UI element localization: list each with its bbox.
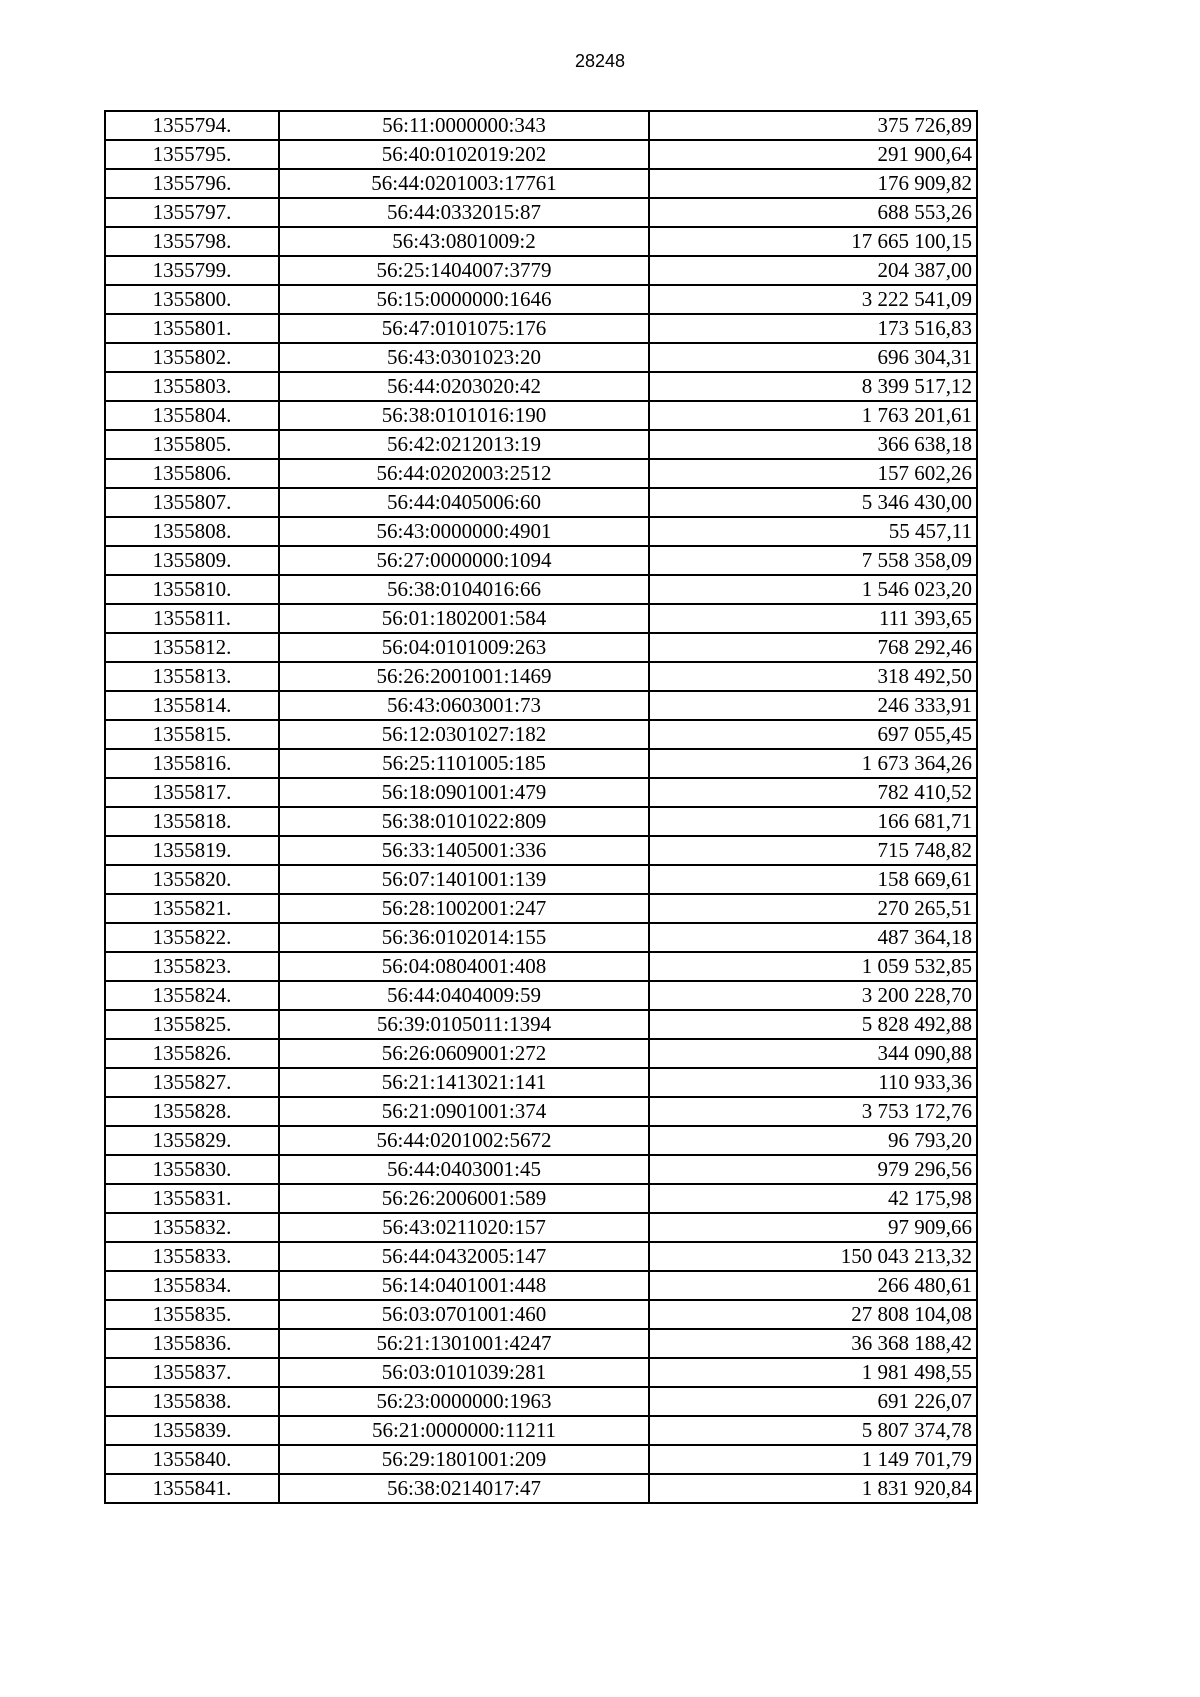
cadastral-value-cell: 96 793,20 [649,1126,977,1155]
table-row [105,1155,977,1184]
row-number-cell: 1355838. [105,1387,279,1416]
row-number-cell: 1355816. [105,749,279,778]
row-number-cell: 1355798. [105,227,279,256]
row-number-cell: 1355836. [105,1329,279,1358]
cadastral-number-cell: 56:40:0102019:202 [279,140,649,169]
row-number-cell: 1355828. [105,1097,279,1126]
table-row [105,807,977,836]
cadastral-number-cell: 56:36:0102014:155 [279,923,649,952]
cadastral-number-cell: 56:12:0301027:182 [279,720,649,749]
table-row [105,111,977,140]
cadastral-number-cell: 56:14:0401001:448 [279,1271,649,1300]
table-row [105,749,977,778]
row-number-cell: 1355796. [105,169,279,198]
row-number-cell: 1355819. [105,836,279,865]
cadastral-value-cell: 1 546 023,20 [649,575,977,604]
row-number-cell: 1355795. [105,140,279,169]
cadastral-value-cell: 691 226,07 [649,1387,977,1416]
row-number-cell: 1355817. [105,778,279,807]
cadastral-value-cell: 1 981 498,55 [649,1358,977,1387]
row-number-cell: 1355815. [105,720,279,749]
table-row [105,691,977,720]
table-row [105,1039,977,1068]
table-row [105,952,977,981]
row-number-cell: 1355824. [105,981,279,1010]
cadastral-number-cell: 56:44:0405006:60 [279,488,649,517]
row-number-cell: 1355826. [105,1039,279,1068]
cadastral-number-cell: 56:38:0214017:47 [279,1474,649,1503]
cadastral-number-cell: 56:38:0101022:809 [279,807,649,836]
cadastral-number-cell: 56:38:0101016:190 [279,401,649,430]
cadastral-number-cell: 56:23:0000000:1963 [279,1387,649,1416]
cadastral-value-cell: 1 673 364,26 [649,749,977,778]
table-row [105,343,977,372]
cadastral-number-cell: 56:21:0901001:374 [279,1097,649,1126]
cadastral-value-cell: 318 492,50 [649,662,977,691]
table-row [105,169,977,198]
cadastral-value-cell: 715 748,82 [649,836,977,865]
cadastral-value-cell: 42 175,98 [649,1184,977,1213]
row-number-cell: 1355810. [105,575,279,604]
cadastral-value-cell: 5 346 430,00 [649,488,977,517]
cadastral-value-table [104,110,978,1504]
row-number-cell: 1355829. [105,1126,279,1155]
table-row [105,430,977,459]
cadastral-value-cell: 366 638,18 [649,430,977,459]
cadastral-value-cell: 166 681,71 [649,807,977,836]
table-row [105,865,977,894]
cadastral-number-cell: 56:21:1301001:4247 [279,1329,649,1358]
cadastral-number-cell: 56:26:0609001:272 [279,1039,649,1068]
cadastral-value-cell: 270 265,51 [649,894,977,923]
row-number-cell: 1355827. [105,1068,279,1097]
cadastral-number-cell: 56:43:0301023:20 [279,343,649,372]
row-number-cell: 1355841. [105,1474,279,1503]
table-row [105,1126,977,1155]
row-number-cell: 1355807. [105,488,279,517]
cadastral-value-cell: 204 387,00 [649,256,977,285]
row-number-cell: 1355822. [105,923,279,952]
cadastral-value-cell: 344 090,88 [649,1039,977,1068]
cadastral-number-cell: 56:25:1101005:185 [279,749,649,778]
row-number-cell: 1355840. [105,1445,279,1474]
row-number-cell: 1355832. [105,1213,279,1242]
cadastral-value-cell: 1 831 920,84 [649,1474,977,1503]
cadastral-value-cell: 3 753 172,76 [649,1097,977,1126]
cadastral-value-cell: 55 457,11 [649,517,977,546]
page-number: 28248 [574,51,626,71]
cadastral-value-cell: 5 807 374,78 [649,1416,977,1445]
cadastral-value-cell: 768 292,46 [649,633,977,662]
cadastral-value-cell: 375 726,89 [649,111,977,140]
row-number-cell: 1355809. [105,546,279,575]
cadastral-value-cell: 1 149 701,79 [649,1445,977,1474]
cadastral-value-cell: 176 909,82 [649,169,977,198]
cadastral-number-cell: 56:44:0203020:42 [279,372,649,401]
table-row [105,981,977,1010]
cadastral-number-cell: 56:44:0403001:45 [279,1155,649,1184]
table-row [105,517,977,546]
row-number-cell: 1355805. [105,430,279,459]
cadastral-value-cell: 782 410,52 [649,778,977,807]
cadastral-number-cell: 56:29:1801001:209 [279,1445,649,1474]
row-number-cell: 1355806. [105,459,279,488]
table-row [105,1329,977,1358]
row-number-cell: 1355808. [105,517,279,546]
table-row [105,604,977,633]
row-number-cell: 1355820. [105,865,279,894]
row-number-cell: 1355800. [105,285,279,314]
cadastral-number-cell: 56:26:2006001:589 [279,1184,649,1213]
table-row [105,1416,977,1445]
cadastral-number-cell: 56:43:0603001:73 [279,691,649,720]
cadastral-number-cell: 56:03:0101039:281 [279,1358,649,1387]
row-number-cell: 1355811. [105,604,279,633]
table-row [105,285,977,314]
table-row [105,314,977,343]
cadastral-number-cell: 56:39:0105011:1394 [279,1010,649,1039]
table-row [105,1358,977,1387]
cadastral-value-cell: 979 296,56 [649,1155,977,1184]
cadastral-value-cell: 1 059 532,85 [649,952,977,981]
cadastral-number-cell: 56:04:0804001:408 [279,952,649,981]
table-row [105,546,977,575]
cadastral-number-cell: 56:44:0432005:147 [279,1242,649,1271]
cadastral-value-cell: 3 200 228,70 [649,981,977,1010]
row-number-cell: 1355831. [105,1184,279,1213]
cadastral-number-cell: 56:44:0404009:59 [279,981,649,1010]
cadastral-number-cell: 56:18:0901001:479 [279,778,649,807]
row-number-cell: 1355821. [105,894,279,923]
cadastral-value-cell: 5 828 492,88 [649,1010,977,1039]
cadastral-number-cell: 56:44:0201002:5672 [279,1126,649,1155]
cadastral-number-cell: 56:44:0201003:17761 [279,169,649,198]
cadastral-number-cell: 56:43:0000000:4901 [279,517,649,546]
cadastral-value-cell: 697 055,45 [649,720,977,749]
cadastral-value-cell: 36 368 188,42 [649,1329,977,1358]
table-row [105,1242,977,1271]
table-body [105,111,977,1503]
cadastral-number-cell: 56:28:1002001:247 [279,894,649,923]
table-row [105,575,977,604]
cadastral-value-cell: 157 602,26 [649,459,977,488]
cadastral-number-cell: 56:42:0212013:19 [279,430,649,459]
table-row [105,633,977,662]
cadastral-value-cell: 97 909,66 [649,1213,977,1242]
cadastral-number-cell: 56:03:0701001:460 [279,1300,649,1329]
cadastral-number-cell: 56:47:0101075:176 [279,314,649,343]
cadastral-value-cell: 246 333,91 [649,691,977,720]
row-number-cell: 1355799. [105,256,279,285]
row-number-cell: 1355818. [105,807,279,836]
cadastral-value-cell: 111 393,65 [649,604,977,633]
table-row [105,198,977,227]
table-row [105,140,977,169]
table-row [105,488,977,517]
row-number-cell: 1355794. [105,111,279,140]
cadastral-number-cell: 56:21:1413021:141 [279,1068,649,1097]
table-row [105,662,977,691]
table-row [105,372,977,401]
cadastral-number-cell: 56:43:0801009:2 [279,227,649,256]
row-number-cell: 1355797. [105,198,279,227]
row-number-cell: 1355812. [105,633,279,662]
table-row [105,1474,977,1503]
cadastral-number-cell: 56:11:0000000:343 [279,111,649,140]
cadastral-number-cell: 56:38:0104016:66 [279,575,649,604]
table-row [105,227,977,256]
row-number-cell: 1355839. [105,1416,279,1445]
cadastral-value-cell: 487 364,18 [649,923,977,952]
row-number-cell: 1355814. [105,691,279,720]
cadastral-value-cell: 150 043 213,32 [649,1242,977,1271]
row-number-cell: 1355801. [105,314,279,343]
cadastral-value-cell: 1 763 201,61 [649,401,977,430]
cadastral-value-cell: 110 933,36 [649,1068,977,1097]
cadastral-value-cell: 158 669,61 [649,865,977,894]
cadastral-number-cell: 56:15:0000000:1646 [279,285,649,314]
cadastral-value-cell: 7 558 358,09 [649,546,977,575]
row-number-cell: 1355803. [105,372,279,401]
row-number-cell: 1355833. [105,1242,279,1271]
table-row [105,1300,977,1329]
row-number-cell: 1355837. [105,1358,279,1387]
row-number-cell: 1355825. [105,1010,279,1039]
table-row [105,256,977,285]
cadastral-number-cell: 56:04:0101009:263 [279,633,649,662]
cadastral-number-cell: 56:33:1405001:336 [279,836,649,865]
cadastral-value-cell: 291 900,64 [649,140,977,169]
cadastral-value-cell: 696 304,31 [649,343,977,372]
cadastral-value-cell: 3 222 541,09 [649,285,977,314]
cadastral-value-cell: 173 516,83 [649,314,977,343]
table-row [105,1445,977,1474]
table-row [105,1184,977,1213]
cadastral-number-cell: 56:27:0000000:1094 [279,546,649,575]
table-row [105,836,977,865]
table-row [105,894,977,923]
table-row [105,778,977,807]
cadastral-number-cell: 56:26:2001001:1469 [279,662,649,691]
cadastral-number-cell: 56:25:1404007:3779 [279,256,649,285]
table-row [105,1068,977,1097]
table-row [105,1213,977,1242]
cadastral-number-cell: 56:21:0000000:11211 [279,1416,649,1445]
row-number-cell: 1355823. [105,952,279,981]
table-row [105,1387,977,1416]
cadastral-number-cell: 56:44:0332015:87 [279,198,649,227]
row-number-cell: 1355835. [105,1300,279,1329]
row-number-cell: 1355802. [105,343,279,372]
cadastral-value-cell: 688 553,26 [649,198,977,227]
table-row [105,1010,977,1039]
row-number-cell: 1355804. [105,401,279,430]
table-row [105,459,977,488]
cadastral-value-cell: 266 480,61 [649,1271,977,1300]
row-number-cell: 1355834. [105,1271,279,1300]
row-number-cell: 1355830. [105,1155,279,1184]
cadastral-value-cell: 27 808 104,08 [649,1300,977,1329]
table-row [105,1271,977,1300]
table-row [105,923,977,952]
cadastral-value-cell: 8 399 517,12 [649,372,977,401]
row-number-cell: 1355813. [105,662,279,691]
cadastral-number-cell: 56:44:0202003:2512 [279,459,649,488]
cadastral-number-cell: 56:01:1802001:584 [279,604,649,633]
cadastral-number-cell: 56:43:0211020:157 [279,1213,649,1242]
table-row [105,720,977,749]
table-row [105,1097,977,1126]
table-row [105,401,977,430]
cadastral-number-cell: 56:07:1401001:139 [279,865,649,894]
cadastral-value-cell: 17 665 100,15 [649,227,977,256]
